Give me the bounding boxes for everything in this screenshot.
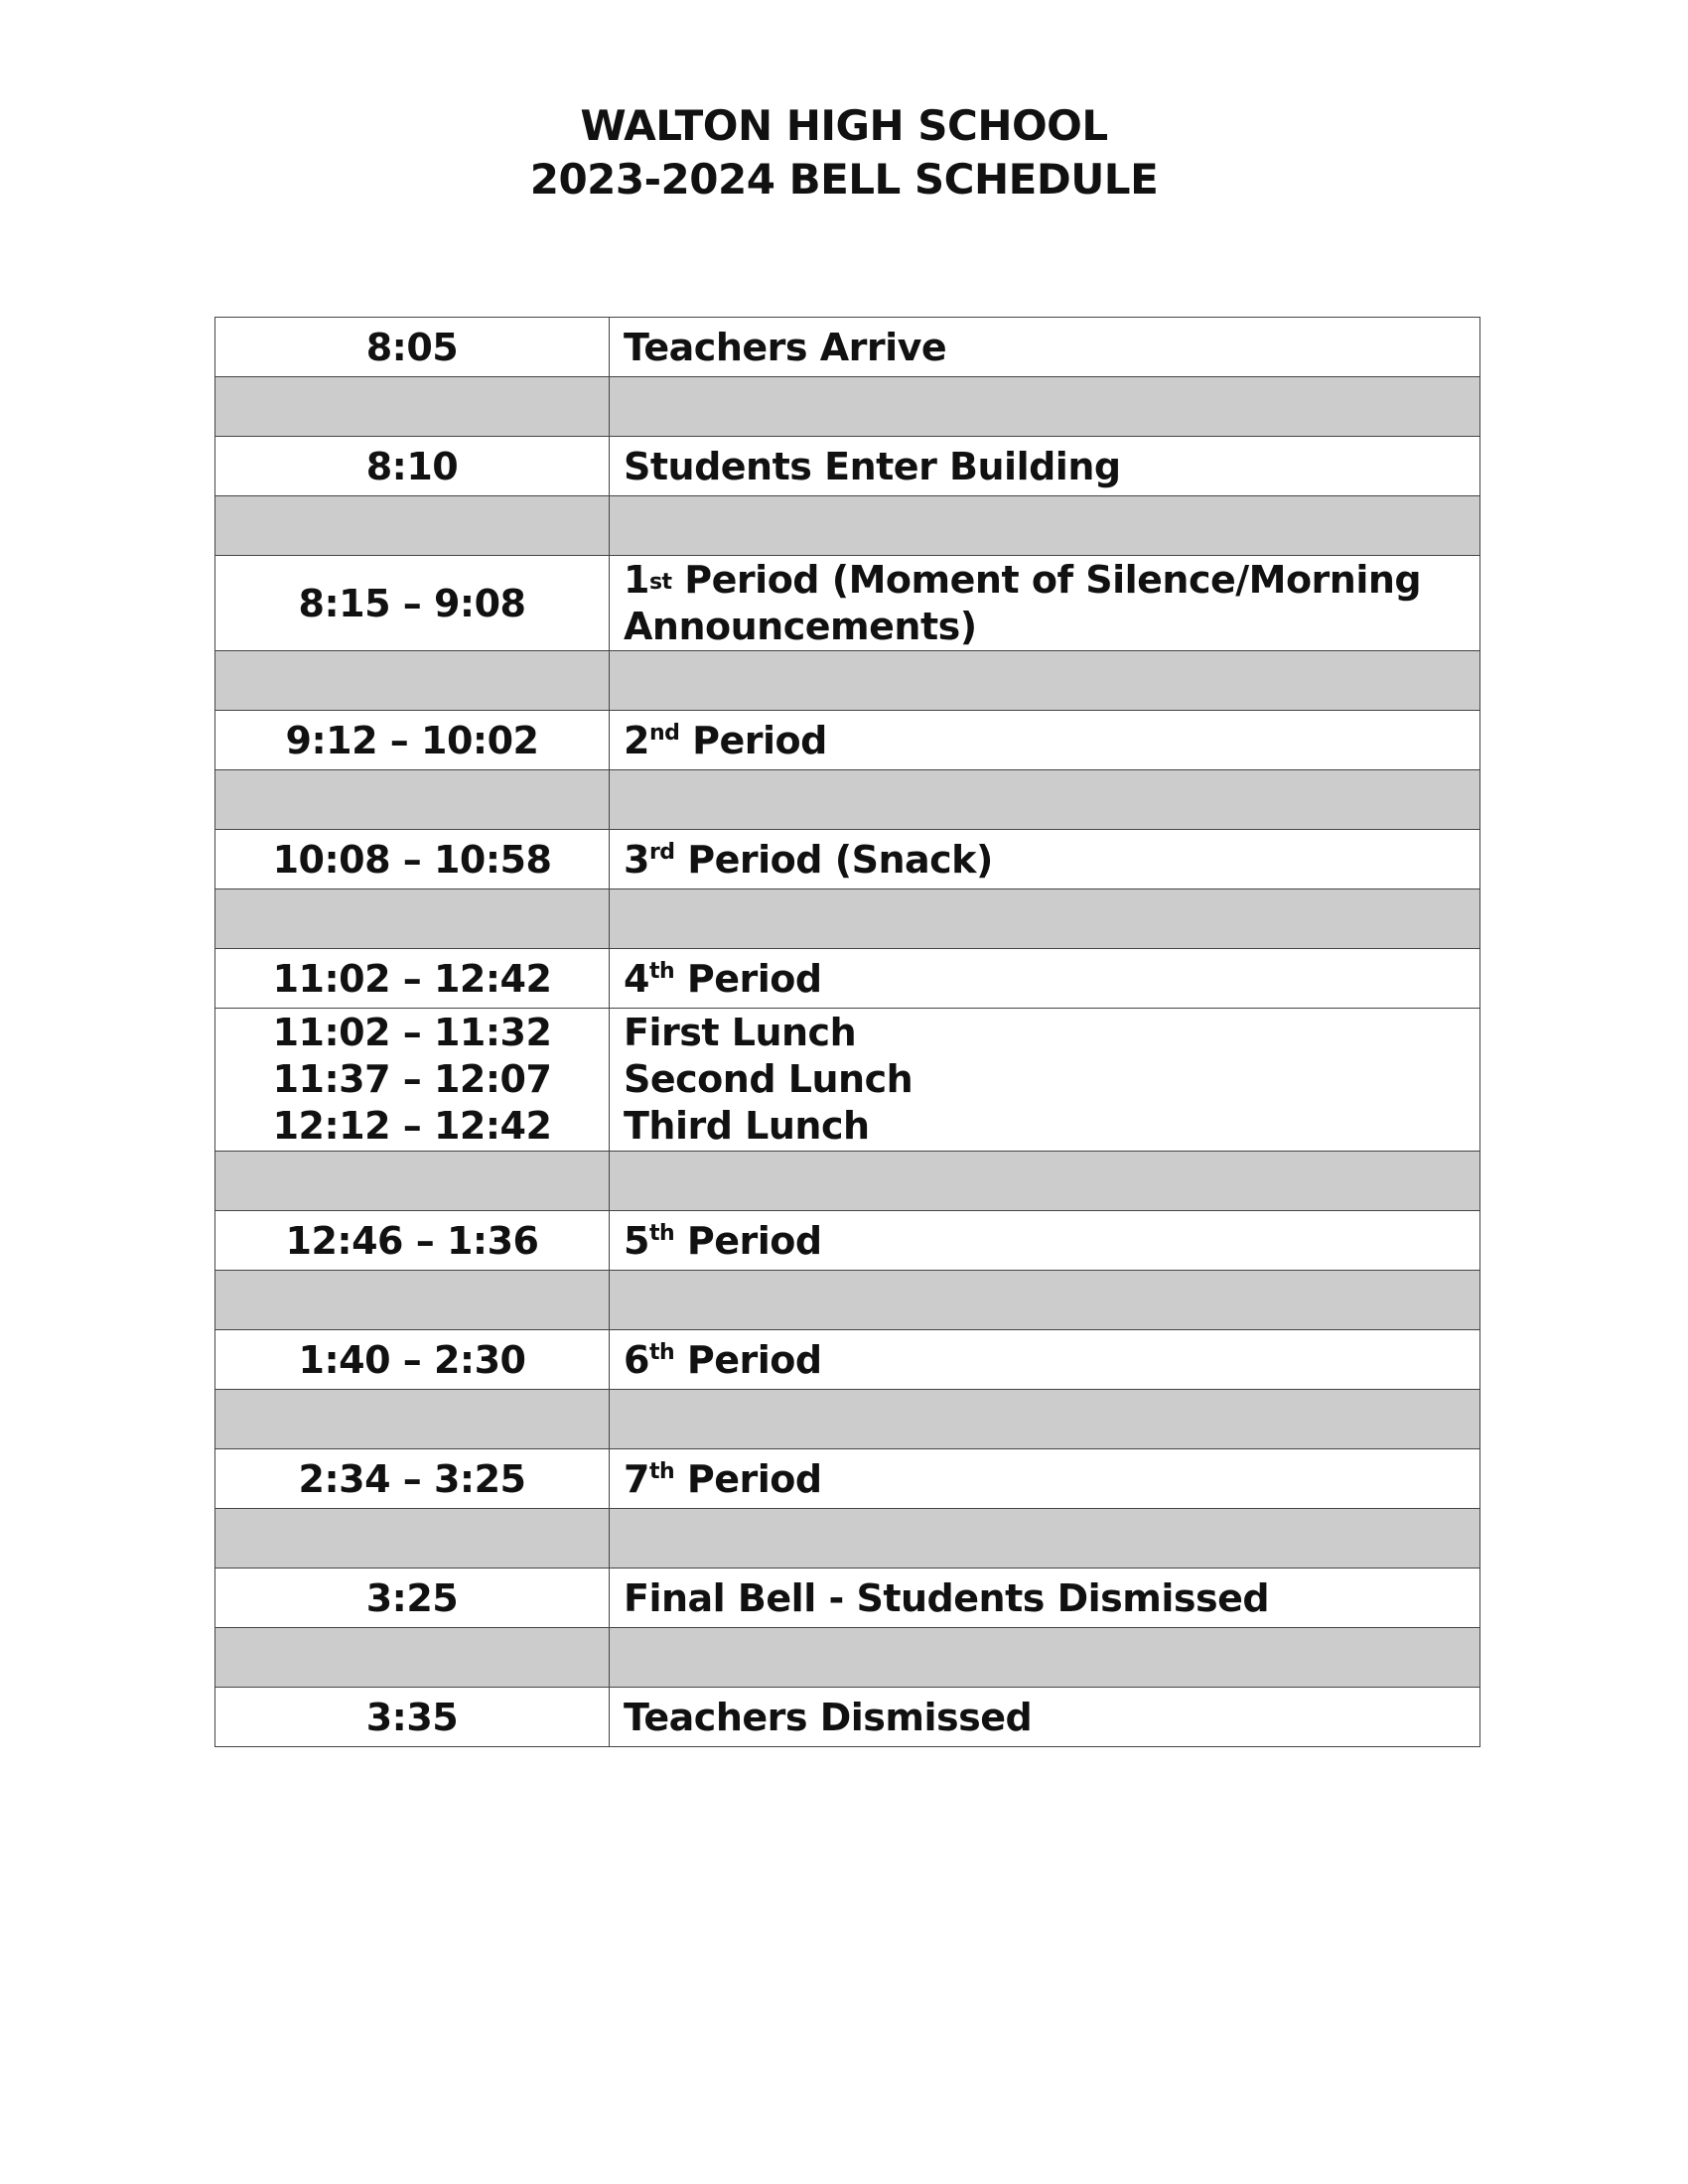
spacer-cell xyxy=(215,651,610,711)
spacer-cell xyxy=(610,1152,1480,1211)
event-text: Period (Moment of Silence/Morning xyxy=(671,557,1422,602)
spacer-cell xyxy=(610,770,1480,830)
event-text: Period xyxy=(679,718,827,762)
document-header xyxy=(0,99,1688,206)
event-cell: Teachers Dismissed xyxy=(610,1688,1480,1747)
spacer-cell xyxy=(610,651,1480,711)
period-ordinal: 2 xyxy=(624,718,649,762)
spacer-row xyxy=(215,889,1480,949)
event-line xyxy=(624,557,1479,604)
spacer-cell xyxy=(215,1152,610,1211)
table-row xyxy=(215,437,1480,496)
spacer-cell xyxy=(215,377,610,437)
lunch-row xyxy=(215,1009,1480,1152)
spacer-cell xyxy=(610,1271,1480,1330)
spacer-cell xyxy=(610,1390,1480,1449)
table-row xyxy=(215,1449,1480,1509)
time-cell: 8:15 – 9:08 xyxy=(215,556,610,651)
period-ordinal: 7 xyxy=(624,1456,649,1501)
schedule-title: 2023-2024 BELL SCHEDULE xyxy=(529,155,1159,204)
event-text: Period xyxy=(674,1337,822,1382)
period-ordinal: 1 xyxy=(624,557,649,602)
time-cell: 10:08 – 10:58 xyxy=(215,830,610,889)
spacer-row xyxy=(215,1271,1480,1330)
table-row xyxy=(215,711,1480,770)
spacer-row xyxy=(215,1152,1480,1211)
spacer-cell xyxy=(215,1390,610,1449)
lunch-label: First Lunch xyxy=(624,1011,857,1054)
time-cell: 3:35 xyxy=(215,1688,610,1747)
ordinal-suffix: nd xyxy=(648,720,680,746)
ordinal-suffix: th xyxy=(648,1220,675,1246)
lunch-event-cell xyxy=(610,1009,1480,1152)
period-ordinal: 6 xyxy=(624,1337,649,1382)
spacer-row xyxy=(215,651,1480,711)
event-cell: Teachers Arrive xyxy=(610,318,1480,377)
event-text: Period xyxy=(674,956,822,1001)
spacer-row xyxy=(215,770,1480,830)
period-ordinal: 3 xyxy=(624,837,649,882)
table-row xyxy=(215,1688,1480,1747)
spacer-cell xyxy=(610,1628,1480,1688)
event-cell: Students Enter Building xyxy=(610,437,1480,496)
lunch-time-cell xyxy=(215,1009,610,1152)
lunch-time: 11:37 – 12:07 xyxy=(272,1057,552,1101)
spacer-cell xyxy=(215,1271,610,1330)
event-cell xyxy=(610,1449,1480,1509)
lunch-label: Second Lunch xyxy=(624,1057,914,1101)
spacer-cell xyxy=(610,889,1480,949)
event-cell xyxy=(610,1330,1480,1390)
time-cell: 8:10 xyxy=(215,437,610,496)
ordinal-suffix: rd xyxy=(648,839,675,865)
school-name: WALTON HIGH SCHOOL xyxy=(580,101,1108,150)
table-row xyxy=(215,556,1480,651)
lunch-time: 11:02 – 11:32 xyxy=(272,1011,552,1054)
spacer-cell xyxy=(610,496,1480,556)
event-cell xyxy=(610,556,1480,651)
bell-schedule-table xyxy=(214,317,1480,1747)
ordinal-suffix: th xyxy=(648,1458,675,1484)
time-cell: 9:12 – 10:02 xyxy=(215,711,610,770)
spacer-cell xyxy=(215,496,610,556)
table-row xyxy=(215,1569,1480,1628)
event-cell xyxy=(610,949,1480,1009)
event-text: Period (Snack) xyxy=(674,837,993,882)
spacer-row xyxy=(215,1509,1480,1569)
table-row xyxy=(215,830,1480,889)
time-cell: 2:34 – 3:25 xyxy=(215,1449,610,1509)
event-cell xyxy=(610,711,1480,770)
event-cell xyxy=(610,830,1480,889)
table-row xyxy=(215,318,1480,377)
lunch-label: Third Lunch xyxy=(624,1104,870,1148)
event-text: Period xyxy=(674,1456,822,1501)
time-cell: 1:40 – 2:30 xyxy=(215,1330,610,1390)
time-cell: 8:05 xyxy=(215,318,610,377)
event-cell: Final Bell - Students Dismissed xyxy=(610,1569,1480,1628)
spacer-cell xyxy=(215,1628,610,1688)
event-text: Period xyxy=(674,1218,822,1263)
time-cell: 11:02 – 12:42 xyxy=(215,949,610,1009)
time-cell: 3:25 xyxy=(215,1569,610,1628)
period-ordinal: 4 xyxy=(624,956,649,1001)
spacer-cell xyxy=(215,889,610,949)
table-row xyxy=(215,949,1480,1009)
event-cell xyxy=(610,1211,1480,1271)
time-cell: 12:46 – 1:36 xyxy=(215,1211,610,1271)
ordinal-suffix: th xyxy=(648,1339,675,1365)
table-row xyxy=(215,1330,1480,1390)
spacer-cell xyxy=(610,377,1480,437)
event-line: Announcements) xyxy=(624,604,977,648)
ordinal-suffix: th xyxy=(648,958,675,984)
period-ordinal: 5 xyxy=(624,1218,649,1263)
spacer-row xyxy=(215,1628,1480,1688)
spacer-row xyxy=(215,1390,1480,1449)
spacer-row xyxy=(215,377,1480,437)
spacer-cell xyxy=(215,770,610,830)
ordinal-suffix: st xyxy=(648,569,672,595)
spacer-row xyxy=(215,496,1480,556)
table-row xyxy=(215,1211,1480,1271)
spacer-cell xyxy=(610,1509,1480,1569)
spacer-cell xyxy=(215,1509,610,1569)
lunch-time: 12:12 – 12:42 xyxy=(272,1104,552,1148)
